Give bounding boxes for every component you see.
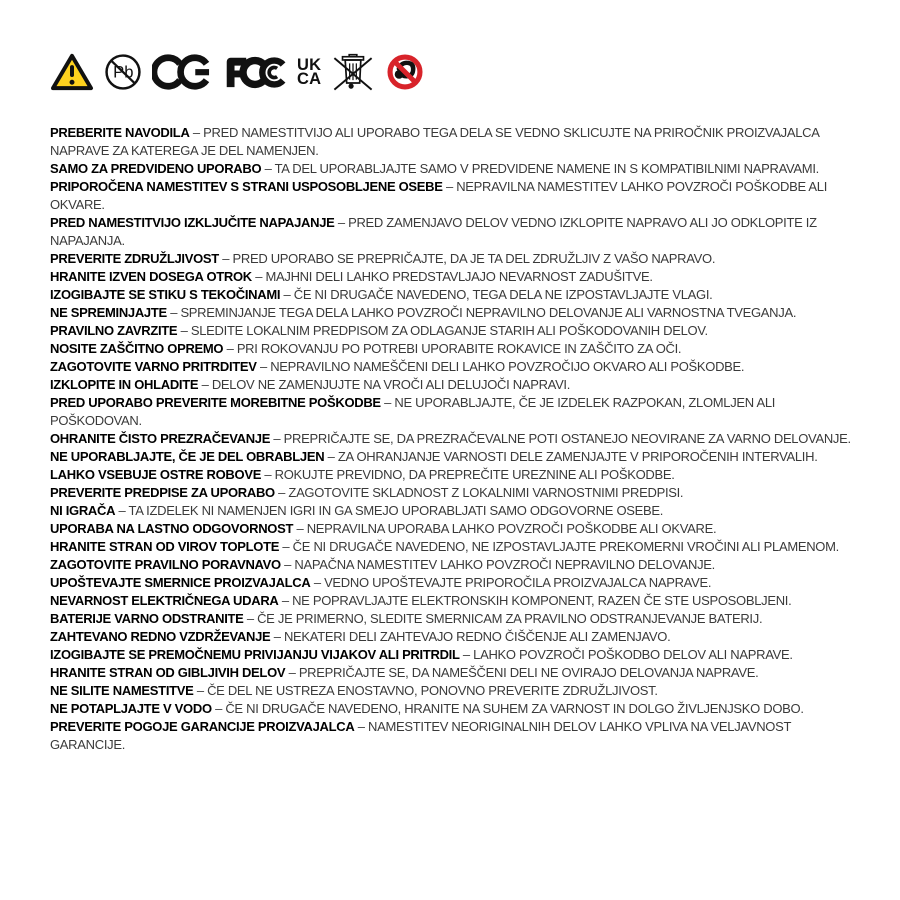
notice-title: NI IGRAČA [50, 503, 116, 518]
notice-text: NEPRAVILNA UPORABA LAHKO POVZROČI POŠKODBE ALI OKVARE. [306, 521, 717, 536]
notice-separator: – [201, 377, 209, 392]
notice-item [50, 466, 862, 484]
notice-item [50, 592, 862, 610]
notice-title: PRIPOROČENA NAMESTITEV S STRANI USPOSOBLJENE OSEBE [50, 179, 443, 194]
notice-separator: – [246, 611, 254, 626]
certification-icons-row [50, 50, 860, 94]
ce-mark-icon [152, 53, 211, 91]
notice-item [50, 124, 862, 160]
notice-item [50, 304, 862, 322]
notice-title: PREVERITE POGOJE GARANCIJE PROIZVAJALCA [50, 719, 355, 734]
notice-separator: – [215, 701, 223, 716]
notice-title: PREBERITE NAVODILA [50, 125, 190, 140]
notice-text: ZA OHRANJANJE VARNOSTI DELE ZAMENJAJTE V PRIPOROČENIH INTERVALIH. [337, 449, 818, 464]
notice-separator: – [327, 449, 335, 464]
safety-notices-list [50, 124, 862, 754]
notice-title: UPORABA NA LASTNO ODGOVORNOST [50, 521, 294, 536]
notice-item [50, 502, 862, 520]
notice-title: PREVERITE PREDPISE ZA UPORABO [50, 485, 275, 500]
notice-title: NE UPORABLJAJTE, ČE JE DEL OBRABLJEN [50, 449, 325, 464]
notice-text: NE UPORABLJAJTE, ČE JE IZDELEK RAZPOKAN, ZLOMLJEN ALI POŠKODOVAN. [50, 395, 776, 428]
notice-separator: – [445, 179, 453, 194]
notice-item [50, 646, 862, 664]
ukca-mark-icon [297, 55, 322, 88]
notice-title: PRED NAMESTITVIJO IZKLJUČITE NAPAJANJE [50, 215, 335, 230]
no-children-icon [385, 52, 425, 92]
notice-title: HRANITE STRAN OD GIBLJIVIH DELOV [50, 665, 286, 680]
notice-text: NEPRAVILNA NAMESTITEV LAHKO POVZROČI POŠKODBE ALI OKVARE. [50, 179, 828, 212]
notice-title: PRED UPORABO PREVERITE MOREBITNE POŠKODBE [50, 395, 381, 410]
notice-item [50, 682, 862, 700]
notice-separator: – [283, 287, 291, 302]
notice-item [50, 610, 862, 628]
notice-text: TA IZDELEK NI NAMENJEN IGRI IN GA SMEJO UPORABLJATI SAMO ODGOVORNE OSEBE. [128, 503, 664, 518]
notice-text: ZAGOTOVITE SKLADNOST Z LOKALNIMI VARNOSTNIMI PREDPISI. [288, 485, 684, 500]
notice-title: SAMO ZA PREDVIDENO UPORABO [50, 161, 262, 176]
notice-separator: – [192, 125, 200, 140]
notice-title: NE SILITE NAMESTITVE [50, 683, 194, 698]
notice-title: IZOGIBAJTE SE STIKU S TEKOČINAMI [50, 287, 281, 302]
notice-item [50, 286, 862, 304]
notice-item [50, 322, 862, 340]
notice-separator: – [288, 665, 296, 680]
notice-separator: – [264, 161, 272, 176]
notice-item [50, 430, 862, 448]
notice-text: VEDNO UPOŠTEVAJTE PRIPOROČILA PROIZVAJALCA NAPRAVE. [324, 575, 712, 590]
ukca-line1: UK [297, 55, 322, 74]
notice-title: HRANITE STRAN OD VIROV TOPLOTE [50, 539, 280, 554]
notice-text: PRI ROKOVANJU PO POTREBI UPORABITE ROKAVICE IN ZAŠČITO ZA OČI. [236, 341, 682, 356]
fcc-mark-icon [221, 54, 287, 91]
notice-text: PRED NAMESTITVIJO ALI UPORABO TEGA DELA SE VEDNO SKLICUJTE NA PRIROČNIK PROIZVAJALCA NAPRAVE ZA KATEREGA JE DEL NAMENJEN. [50, 125, 819, 158]
notice-text: DELOV NE ZAMENJUJTE NA VROČI ALI DELUJOČI NAPRAVI. [211, 377, 571, 392]
notice-separator: – [282, 539, 290, 554]
notice-text: NEKATERI DELI ZAHTEVAJO REDNO ČIŠČENJE ALI ZAMENJAVO. [283, 629, 671, 644]
notice-text: ROKUJTE PREVIDNO, DA PREPREČITE UREZNINE ALI POŠKODBE. [274, 467, 675, 482]
notice-item [50, 448, 862, 466]
notice-title: ZAGOTOVITE PRAVILNO PORAVNAVO [50, 557, 281, 572]
notice-text: SPREMINJANJE TEGA DELA LAHKO POVZROČI NEPRAVILNO DELOVANJE ALI VARNOSTNA TVEGANJA. [180, 305, 797, 320]
notice-item [50, 268, 862, 286]
notice-separator: – [255, 269, 263, 284]
lead-free-icon-label: Pb [113, 62, 134, 82]
notice-text: ČE NI DRUGAČE NAVEDENO, TEGA DELA NE IZPOSTAVLJAJTE VLAGI. [293, 287, 713, 302]
notice-title: IZKLOPITE IN OHLADITE [50, 377, 199, 392]
notice-title: IZOGIBAJTE SE PREMOČNEMU PRIVIJANJU VIJAKOV ALI PRITRDIL [50, 647, 460, 662]
notice-text: NAMESTITEV NEORIGINALNIH DELOV LAHKO VPLIVA NA VELJAVNOST GARANCIJE. [50, 719, 791, 752]
notice-title: NOSITE ZAŠČITNO OPREMO [50, 341, 224, 356]
notice-item [50, 628, 862, 646]
notice-text: ČE JE PRIMERNO, SLEDITE SMERNICAM ZA PRAVILNO ODSTRANJEVANJE BATERIJ. [257, 611, 763, 626]
notice-title: BATERIJE VARNO ODSTRANITE [50, 611, 244, 626]
notice-item [50, 574, 862, 592]
notice-title: PREVERITE ZDRUŽLJIVOST [50, 251, 219, 266]
notice-separator: – [180, 323, 188, 338]
notice-separator: – [337, 215, 345, 230]
warning-triangle-icon [50, 53, 94, 91]
notice-text: NAPAČNA NAMESTITEV LAHKO POVZROČI NEPRAVILNO DELOVANJE. [294, 557, 715, 572]
notice-separator: – [222, 251, 230, 266]
notice-text: ČE NI DRUGAČE NAVEDENO, HRANITE NA SUHEM ZA VARNOST IN DOLGO ŽIVLJENJSKO DOBO. [225, 701, 804, 716]
notice-separator: – [259, 359, 267, 374]
notice-text: PRED ZAMENJAVO DELOV VEDNO IZKLOPITE NAPRAVO ALI JO ODKLOPITE IZ NAPAJANJA. [50, 215, 817, 248]
notice-title: ZAHTEVANO REDNO VZDRŽEVANJE [50, 629, 271, 644]
notice-title: PRAVILNO ZAVRZITE [50, 323, 178, 338]
notice-item [50, 520, 862, 538]
notice-title: ZAGOTOVITE VARNO PRITRDITEV [50, 359, 257, 374]
notice-separator: – [284, 557, 292, 572]
notice-item [50, 340, 862, 358]
notice-item [50, 718, 862, 754]
notice-item [50, 358, 862, 376]
notice-text: PREPRIČAJTE SE, DA PREZRAČEVALNE POTI OSTANEJO NEOVIRANE ZA VARNO DELOVANJE. [283, 431, 851, 446]
notice-item [50, 250, 862, 268]
notice-title: NE SPREMINJAJTE [50, 305, 167, 320]
notice-separator: – [196, 683, 204, 698]
notice-item [50, 178, 862, 214]
notice-text: PRED UPORABO SE PREPRIČAJTE, DA JE TA DEL ZDRUŽLJIV Z VAŠO NAPRAVO. [232, 251, 716, 266]
notice-text: NE POPRAVLJAJTE ELEKTRONSKIH KOMPONENT, RAZEN ČE STE USPOSOBLJENI. [292, 593, 792, 608]
notice-separator: – [281, 593, 289, 608]
notice-separator: – [462, 647, 470, 662]
notice-separator: – [226, 341, 234, 356]
notice-separator: – [118, 503, 126, 518]
notice-separator: – [384, 395, 392, 410]
notice-text: ČE NI DRUGAČE NAVEDENO, NE IZPOSTAVLJAJTE PREKOMERNI VROČINI ALI PLAMENOM. [292, 539, 839, 554]
notice-separator: – [278, 485, 286, 500]
notice-separator: – [273, 431, 281, 446]
notice-title: NEVARNOST ELEKTRIČNEGA UDARA [50, 593, 279, 608]
notice-item [50, 376, 862, 394]
notice-text: LAHKO POVZROČI POŠKODBO DELOV ALI NAPRAVE. [473, 647, 793, 662]
notice-item [50, 484, 862, 502]
notice-item [50, 394, 862, 430]
notice-separator: – [357, 719, 365, 734]
notice-item [50, 214, 862, 250]
notice-separator: – [264, 467, 272, 482]
notice-item [50, 700, 862, 718]
notice-title: LAHKO VSEBUJE OSTRE ROBOVE [50, 467, 262, 482]
ukca-line2: CA [297, 70, 322, 88]
notice-item [50, 664, 862, 682]
notice-text: PREPRIČAJTE SE, DA NAMEŠČENI DELI NE OVIRAJO DELOVANJA NAPRAVE. [298, 665, 759, 680]
notice-separator: – [313, 575, 321, 590]
lead-free-icon [104, 53, 142, 91]
notice-text: TA DEL UPORABLJAJTE SAMO V PREDVIDENE NAMENE IN S KOMPATIBILNIMI NAPRAVAMI. [274, 161, 819, 176]
notice-item [50, 160, 862, 178]
notice-text: ČE DEL NE USTREZA ENOSTAVNO, PONOVNO PREVERITE ZDRUŽLJIVOST. [207, 683, 658, 698]
notice-separator: – [273, 629, 281, 644]
weee-bin-icon [331, 51, 375, 93]
notice-separator: – [296, 521, 304, 536]
notice-text: SLEDITE LOKALNIM PREDPISOM ZA ODLAGANJE STARIH ALI POŠKODOVANIH DELOV. [190, 323, 708, 338]
notice-item [50, 556, 862, 574]
notice-title: NE POTAPLJAJTE V VODO [50, 701, 212, 716]
notice-title: HRANITE IZVEN DOSEGA OTROK [50, 269, 252, 284]
notice-title: UPOŠTEVAJTE SMERNICE PROIZVAJALCA [50, 575, 311, 590]
notice-title: OHRANITE ČISTO PREZRAČEVANJE [50, 431, 271, 446]
notice-separator: – [170, 305, 178, 320]
notice-item [50, 538, 862, 556]
notice-text: MAJHNI DELI LAHKO PREDSTAVLJAJO NEVARNOST ZADUŠITVE. [265, 269, 653, 284]
notice-text: NEPRAVILNO NAMEŠČENI DELI LAHKO POVZROČIJO OKVARO ALI POŠKODBE. [270, 359, 745, 374]
